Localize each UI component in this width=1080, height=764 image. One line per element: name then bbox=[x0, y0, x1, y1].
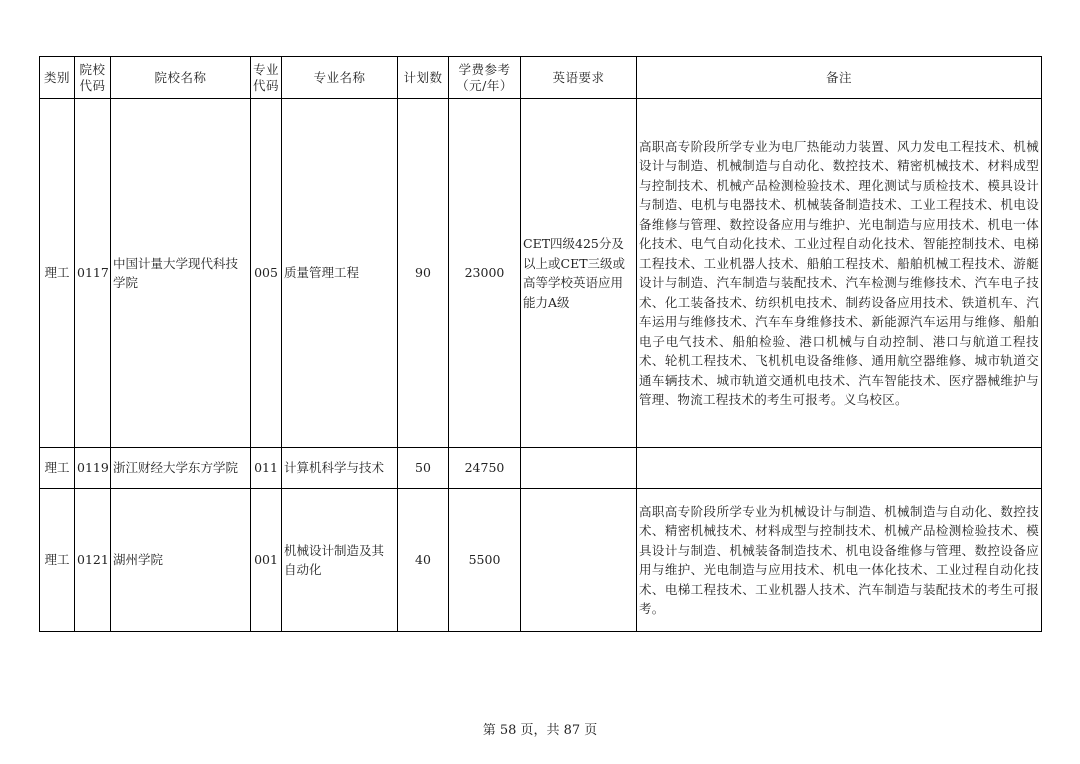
cell-tuition: 5500 bbox=[449, 489, 521, 632]
cell-school-name: 中国计量大学现代科技学院 bbox=[111, 99, 251, 448]
header-major-name: 专业名称 bbox=[282, 57, 398, 99]
cell-note: 高职高专阶段所学专业为机械设计与制造、机械制造与自动化、数控技术、精密机械技术、材料成型与控制技术、机械产品检测检验技术、模具设计与制造、机械装备制造技术、机电设备维修与管理、数控设备应用与维护、光电制造与应用技术、机电一体化技术、工业过程自动化技术、电梯工程技术、工业机器人技术、汽车制造与装配技术的考生可报考。 bbox=[637, 489, 1042, 632]
cell-school-code: 0121 bbox=[75, 489, 111, 632]
cell-category: 理工 bbox=[40, 99, 75, 448]
table-row bbox=[40, 99, 1042, 448]
cell-plan: 50 bbox=[398, 448, 449, 489]
header-note: 备注 bbox=[637, 57, 1042, 99]
header-tuition: 学费参考（元/年） bbox=[449, 57, 521, 99]
cell-plan: 40 bbox=[398, 489, 449, 632]
cell-school-code: 0119 bbox=[75, 448, 111, 489]
header-english: 英语要求 bbox=[521, 57, 637, 99]
cell-plan: 90 bbox=[398, 99, 449, 448]
cell-major-name: 计算机科学与技术 bbox=[282, 448, 398, 489]
cell-major-code: 001 bbox=[251, 489, 282, 632]
header-school-code: 院校代码 bbox=[75, 57, 111, 99]
cell-english: CET四级425分及以上或CET三级或高等学校英语应用能力A级 bbox=[521, 99, 637, 448]
cell-school-name: 湖州学院 bbox=[111, 489, 251, 632]
cell-school-code: 0117 bbox=[75, 99, 111, 448]
header-major-code: 专业代码 bbox=[251, 57, 282, 99]
cell-category: 理工 bbox=[40, 489, 75, 632]
header-school-name: 院校名称 bbox=[111, 57, 251, 99]
cell-major-code: 011 bbox=[251, 448, 282, 489]
cell-english bbox=[521, 489, 637, 632]
cell-major-name: 质量管理工程 bbox=[282, 99, 398, 448]
cell-major-code: 005 bbox=[251, 99, 282, 448]
cell-school-name: 浙江财经大学东方学院 bbox=[111, 448, 251, 489]
admission-plan-table bbox=[39, 56, 1042, 632]
page-number-footer: 第 58 页，共 87 页 bbox=[482, 723, 598, 738]
cell-tuition: 24750 bbox=[449, 448, 521, 489]
header-plan: 计划数 bbox=[398, 57, 449, 99]
cell-english bbox=[521, 448, 637, 489]
cell-category: 理工 bbox=[40, 448, 75, 489]
cell-major-name: 机械设计制造及其自动化 bbox=[282, 489, 398, 632]
cell-tuition: 23000 bbox=[449, 99, 521, 448]
table-row bbox=[40, 448, 1042, 489]
table-header-row bbox=[40, 57, 1042, 99]
cell-note bbox=[637, 448, 1042, 489]
table-row bbox=[40, 489, 1042, 632]
header-category: 类别 bbox=[40, 57, 75, 99]
cell-note: 高职高专阶段所学专业为电厂热能动力装置、风力发电工程技术、机械设计与制造、机械制造与自动化、数控技术、精密机械技术、材料成型与控制技术、机械产品检测检验技术、理化测试与质检技术、模具设计与制造、电机与电器技术、机械装备制造技术、工业工程技术、机电设备维修与管理、数控设备应用与维护、光电制造与应用技术、机电一体化技术、电气自动化技术、工业过程自动化技术、智能控制技术、电梯工程技术、工业机器人技术、船舶工程技术、船舶机械工程技术、游艇设计与制造、汽车制造与装配技术、汽车检测与维修技术、汽车电子技术、化工装备技术、纺织机电技术、制药设备应用技术、铁道机车、汽车运用与维修技术、汽车车身维修技术、新能源汽车运用与维修、船舶电子电气技术、船舶检验、港口机械与自动控制、港口与航道工程技术、轮机工程技术、飞机机电设备维修、通用航空器维修、城市轨道交通车辆技术、城市轨道交通机电技术、汽车智能技术、医疗器械维护与管理、物流工程技术的考生可报考。义乌校区。 bbox=[637, 99, 1042, 448]
